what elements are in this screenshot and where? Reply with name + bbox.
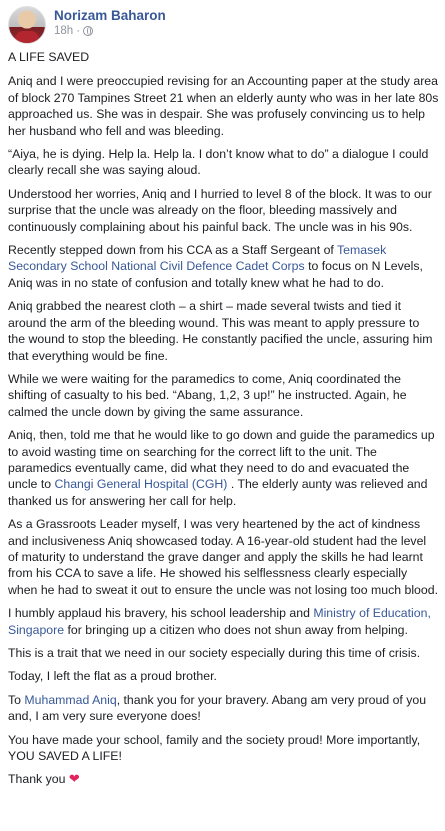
p7-text-b: . The elderly aunty was relieved and thanked us for answering her call for help. [8,477,428,508]
p7-text-a: Aniq, then, told me that he would like to go down and guide the paramedics up to avoid wasting time on searching for the correct lift to the unit. The paramedics eventually came, did what they need to do and evacuated the uncle to [8,428,435,492]
post-timestamp[interactable]: 18h [54,25,74,37]
author-name[interactable]: Norizam Baharon [54,8,166,23]
p9-text-a: I humbly applaud his bravery, his school leadership and [8,606,314,621]
paragraph-13: You have made your school, family and the society proud! More importantly, YOU SAVED A LIFE! [8,732,421,764]
post-body [8,49,439,788]
link-changi-general-hospital[interactable]: Changi General Hospital (CGH) [54,477,228,492]
paragraph-9 [8,605,439,638]
paragraph-5: Aniq grabbed the nearest cloth – a shirt – made several twists and tied it around the arm of the bleeding wound. This was meant to apply pressure to the wound to stop the bleeding. He constantly pacified the uncle, assuring him that everything would be fine. [8,299,433,363]
globe-icon [83,26,93,36]
p12-text-b: , thank you for your bravery. Abang am very proud of you and, I am very sure everyone does! [8,692,427,724]
paragraph-8: As a Grassroots Leader myself, I was very heartened by the act of kindness and inclusiveness Aniq showcased today. A 16-year-old student had the level of maturity to understand the grave danger and apply the skills he had learnt from his CCA to save a life. He showed his selflessness clearly especially when he had to sweat it out to ensure the uncle was not losing too much blood. [8,517,438,597]
post-subline [54,25,166,37]
post-header [8,6,439,48]
p4-text-a: Recently stepped down from his CCA as a Staff Sergeant of [8,243,338,258]
p9-text-b: for bringing up a citizen who does not shun away from helping. [64,622,408,637]
heart-icon: ❤ [68,771,80,787]
paragraph-7 [8,427,439,509]
paragraph-6: While we were waiting for the paramedics to come, Aniq coordinated the shifting of casualty to his bed. “Abang, 1,2, 3 up!” he instructed. Again, he calmed the uncle down by giving the same assurance. [8,371,407,419]
link-ministry-of-education[interactable]: Ministry of Education, Singapore [8,606,431,637]
post-meta [54,6,166,37]
paragraph-2: “Aiya, he is dying. Help la. Help la. I don’t know what to do” a dialogue I could clearly recall she was saying aloud. [8,147,429,178]
avatar-shirt [15,31,39,43]
paragraph-10: This is a trait that we need in our society especially during this time of crisis. [8,646,421,660]
link-temasek-ncdcc[interactable]: Temasek Secondary School National Civil Defence Cadet Corps [8,243,387,274]
post-title: A LIFE SAVED [8,50,90,64]
paragraph-12 [8,692,439,725]
link-muhammad-aniq[interactable]: Muhammad Aniq [24,692,117,707]
paragraph-11: Today, I left the flat as a proud brother. [8,669,217,684]
avatar[interactable] [8,6,46,44]
p12-text-a: To [8,692,25,707]
thank-you-text: Thank you [8,772,69,787]
paragraph-3: Understood her worries, Aniq and I hurried to level 8 of the block. It was to our surprise that the uncle was already on the floor, bleeding massively and continuously complaining about his painful back. The uncle was in his 90s. [8,186,432,234]
separator-dot: · [76,25,81,37]
p4-text-b: to focus on N Levels, Aniq was in no state of confusion and totally knew what he had to do. [8,259,423,290]
paragraph-14 [8,771,439,787]
paragraph-4 [8,242,439,291]
paragraph-1: Aniq and I were preoccupied revising for an Accounting paper at the study area of block 270 Tampines Street 21 when an elderly aunty who was in her late 80s approached us. She was in despair. She was profusely convincing us to help her husband who fell and was bleeding. [8,74,439,138]
